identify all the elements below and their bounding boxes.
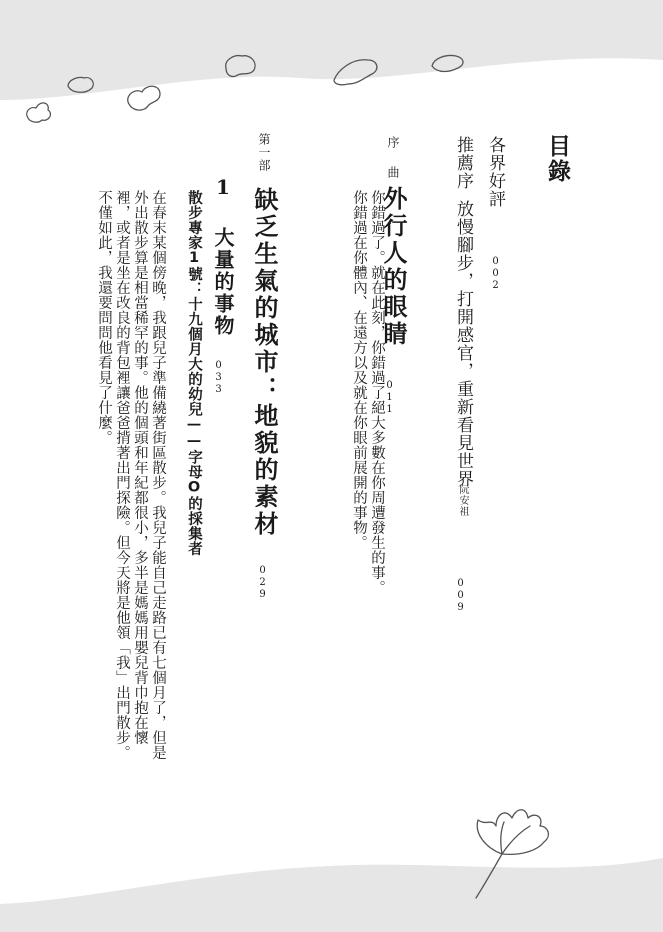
entry-praise-page: 002 [490,256,501,292]
entry-foreword-prefix: 推薦序 [453,136,473,190]
prelude-title: 外行人的眼睛 [379,186,408,348]
prelude-label: 序曲 [386,136,400,196]
part-title: 缺乏生氣的城市：地貌的素材 [250,187,279,538]
entry-foreword [451,136,476,488]
prelude-line-1: 你錯過了。就在此刻，你錯過了絕大多數在你周遭發生的事。 [369,190,385,595]
chapter-subtitle: 散步專家1號：十九個月大的幼兒——字母O的採集者 [186,190,202,556]
prelude-line-2: 你錯過在你體內、在遠方以及就在你眼前展開的事物。 [351,190,367,550]
entry-foreword-page: 009 [455,578,466,614]
part-page: 029 [257,565,268,601]
chapter-line-2: 外出散步算是相當稀罕的事。他的個頭和年紀都很小，多半是媽媽用嬰兒背巾抱在懷 [132,190,148,745]
part-label: 第一部 [257,133,271,172]
chapter-line-4: 不僅如此，我還要問問他看見了什麼。 [96,190,112,445]
chapter-title: 1 大量的事物 [211,175,235,337]
toc-title: 目錄 [544,134,571,184]
prelude-page: 011 [384,380,395,416]
chapter-line-3: 裡，或者是坐在改良的背包裡讓爸爸揹著出門探險。但今天將是他領「我」出門散步。 [114,190,130,760]
entry-foreword-title: 放慢腳步，打開感官，重新看見世界 [453,200,473,488]
chapter-line-1: 在春末某個傍晚，我跟兒子準備繞著街區散步。我兒子能自己走路已有七個月了，但是 [150,190,166,760]
prelude-excerpt [350,190,386,595]
entry-praise-label: 各界好評 [485,136,505,208]
chapter-excerpt [95,190,167,760]
entry-foreword-author: 阮安祖 [457,484,468,517]
chapter-page: 033 [213,360,224,396]
